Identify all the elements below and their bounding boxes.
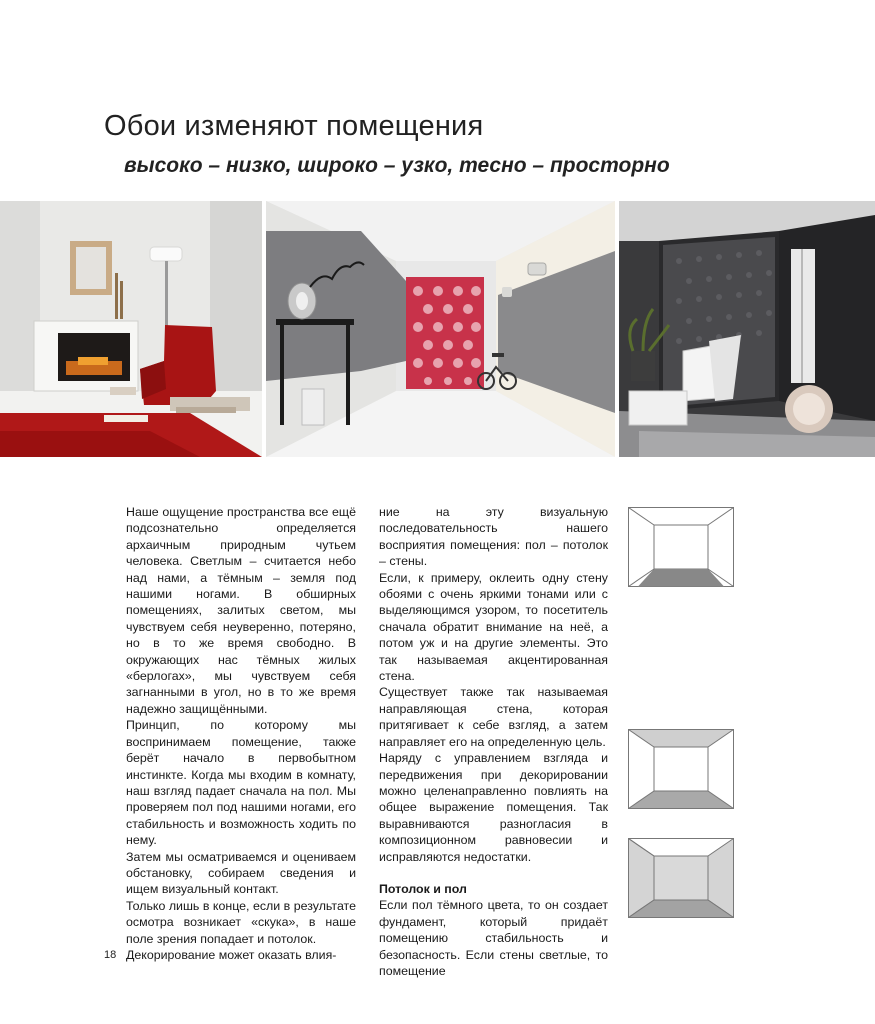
room-diagram-grey-walls bbox=[628, 838, 734, 918]
text-column-right bbox=[379, 504, 608, 979]
paragraph: Наряду с управлением взгляда и передвижения при декорировании можно целенаправленно повлиять на общее выражение помещения. Так выравниваются разногласия в композиционном равновесии и исправляются недостатки. bbox=[379, 751, 608, 864]
page-subtitle: высоко – низко, широко – узко, тесно – просторно bbox=[124, 154, 670, 177]
room-diagram-grey-ceiling-floor bbox=[628, 729, 734, 809]
paragraph: Существует также так называемая направляющая стена, которая притягивает к себе взгляд, а затем направляет его на определенную цель. bbox=[379, 685, 608, 749]
paragraph: Принцип, по которому мы воспринимаем помещение, также берёт начало в первобытном инстинкте. Когда мы входим в комнату, наш взгляд падает сначала на пол. Мы проверяем пол под нашими ногами, его стабильность и возможность ходить по нему. bbox=[126, 718, 356, 848]
paragraph: Декорирование может оказать влия- bbox=[126, 947, 337, 962]
page-number: 18 bbox=[104, 949, 117, 961]
paragraph: Затем мы осматриваемся и оцениваем обстановку, собираем сведения и ищем визуальный контакт. bbox=[126, 849, 356, 897]
text-column-left bbox=[126, 504, 356, 963]
paragraph: Если пол тёмного цвета, то он создает фундамент, который придаёт помещению стабильность и безопасность. Если стены светлые, то помещение bbox=[379, 898, 608, 978]
photo-living-room bbox=[0, 201, 262, 457]
photo-strip bbox=[0, 201, 875, 457]
room-diagram-dark-floor bbox=[628, 507, 734, 587]
photo-corridor bbox=[266, 201, 615, 457]
paragraph: Если, к примеру, оклеить одну стену обоями с очень яркими тонами или с выделяющимся узором, то посетитель сначала обратит внимание на неё, а потом уж и на другие элементы. Это так называемая акцентированная стена. bbox=[379, 570, 608, 684]
paragraph: Только лишь в конце, если в результате осмотра возникает «скука», в наше поле зрения попадает и потолок. bbox=[126, 898, 356, 946]
section-heading: Потолок и пол bbox=[379, 881, 467, 896]
paragraph: Наше ощущение пространства все ещё подсознательно определяется архаичным природным чутьем человека. Светлым – считается небо над нами, а тёмным – земля под нашими ногами. В обширных помещениях, залитых светом, мы чувствуем себя неуверенно, потеряно, но в то же время свободно. В окружающих нас тёмных жилых «берлогах», мы чувствуем себя загнанными в угол, но в то же время надежно защищёнными. bbox=[126, 505, 356, 716]
page-title: Обои изменяют помещения bbox=[104, 110, 484, 142]
paragraph: ние на эту визуальную последовательность нашего восприятия помещения: пол – потолок – стены. bbox=[379, 505, 608, 569]
photo-dark-room bbox=[619, 201, 875, 457]
